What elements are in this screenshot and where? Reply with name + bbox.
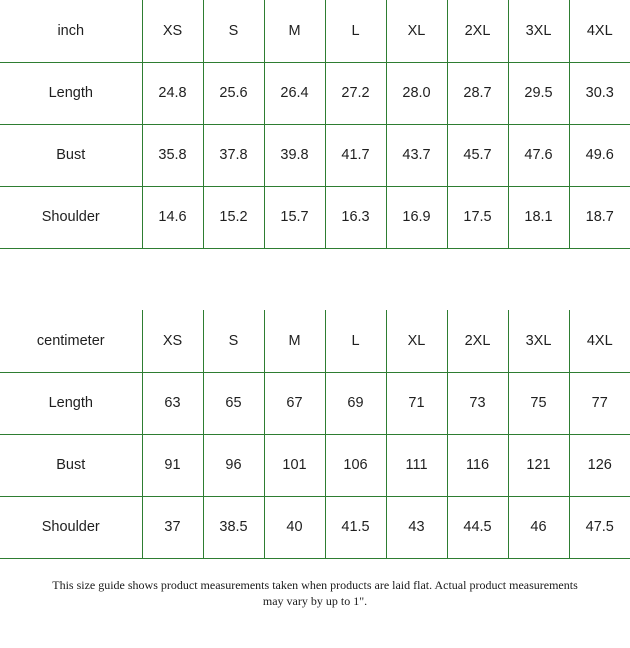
footnote-line-2: may vary by up to 1". xyxy=(262,593,368,608)
cell: 29.5 xyxy=(508,62,569,124)
table-row xyxy=(0,496,630,558)
cell: 28.0 xyxy=(386,62,447,124)
column-header-3xl: 3XL xyxy=(508,310,569,372)
column-header-m: M xyxy=(264,0,325,62)
cell: 41.7 xyxy=(325,124,386,186)
spacer-cell xyxy=(569,248,630,310)
table-row xyxy=(0,372,630,434)
cell: 65 xyxy=(203,372,264,434)
cell: 111 xyxy=(386,434,447,496)
cell: 40 xyxy=(264,496,325,558)
column-header-2xl: 2XL xyxy=(447,0,508,62)
cell: 44.5 xyxy=(447,496,508,558)
cell: 25.6 xyxy=(203,62,264,124)
cell: 73 xyxy=(447,372,508,434)
spacer-cell xyxy=(325,248,386,310)
unit-label-centimeter: centimeter xyxy=(0,310,142,372)
spacer-cell xyxy=(508,248,569,310)
cell: 75 xyxy=(508,372,569,434)
cell: 41.5 xyxy=(325,496,386,558)
cell: 43 xyxy=(386,496,447,558)
row-label-bust-cm: Bust xyxy=(0,434,142,496)
cell: 69 xyxy=(325,372,386,434)
cell: 96 xyxy=(203,434,264,496)
column-header-xs: XS xyxy=(142,310,203,372)
row-label-length-inch: Length xyxy=(0,62,142,124)
cell: 46 xyxy=(508,496,569,558)
cell: 18.7 xyxy=(569,186,630,248)
column-header-4xl: 4XL xyxy=(569,0,630,62)
section-spacer xyxy=(0,248,630,310)
cell: 63 xyxy=(142,372,203,434)
column-header-xl: XL xyxy=(386,310,447,372)
column-header-xs: XS xyxy=(142,0,203,62)
cell: 15.7 xyxy=(264,186,325,248)
cell: 45.7 xyxy=(447,124,508,186)
row-label-bust-inch: Bust xyxy=(0,124,142,186)
cell: 37 xyxy=(142,496,203,558)
cell: 71 xyxy=(386,372,447,434)
cell: 26.4 xyxy=(264,62,325,124)
size-guide-footnote xyxy=(4,577,626,609)
spacer-cell xyxy=(447,248,508,310)
table-row xyxy=(0,186,630,248)
spacer-cell xyxy=(142,248,203,310)
unit-header-row-centimeter xyxy=(0,310,630,372)
column-header-xl: XL xyxy=(386,0,447,62)
cell: 121 xyxy=(508,434,569,496)
cell: 101 xyxy=(264,434,325,496)
cell: 49.6 xyxy=(569,124,630,186)
column-header-l: L xyxy=(325,0,386,62)
spacer-cell xyxy=(203,248,264,310)
column-header-s: S xyxy=(203,310,264,372)
spacer-cell xyxy=(0,248,142,310)
spacer-cell xyxy=(264,248,325,310)
cell: 47.6 xyxy=(508,124,569,186)
cell: 106 xyxy=(325,434,386,496)
cell: 16.9 xyxy=(386,186,447,248)
cell: 27.2 xyxy=(325,62,386,124)
column-header-s: S xyxy=(203,0,264,62)
cell: 30.3 xyxy=(569,62,630,124)
cell: 16.3 xyxy=(325,186,386,248)
row-label-shoulder-cm: Shoulder xyxy=(0,496,142,558)
row-label-shoulder-inch: Shoulder xyxy=(0,186,142,248)
cell: 35.8 xyxy=(142,124,203,186)
table-row xyxy=(0,62,630,124)
cell: 24.8 xyxy=(142,62,203,124)
column-header-m: M xyxy=(264,310,325,372)
cell: 116 xyxy=(447,434,508,496)
cell: 17.5 xyxy=(447,186,508,248)
cell: 43.7 xyxy=(386,124,447,186)
unit-header-row-inch xyxy=(0,0,630,62)
column-header-4xl: 4XL xyxy=(569,310,630,372)
cell: 14.6 xyxy=(142,186,203,248)
cell: 67 xyxy=(264,372,325,434)
cell: 15.2 xyxy=(203,186,264,248)
cell: 39.8 xyxy=(264,124,325,186)
cell: 77 xyxy=(569,372,630,434)
spacer-cell xyxy=(386,248,447,310)
footnote-line-1: This size guide shows product measurements taken when products are laid flat. Actual product measurements xyxy=(52,577,578,592)
column-header-l: L xyxy=(325,310,386,372)
cell: 47.5 xyxy=(569,496,630,558)
row-label-length-cm: Length xyxy=(0,372,142,434)
table-row xyxy=(0,434,630,496)
unit-label-inch: inch xyxy=(0,0,142,62)
table-row xyxy=(0,124,630,186)
column-header-2xl: 2XL xyxy=(447,310,508,372)
cell: 18.1 xyxy=(508,186,569,248)
cell: 91 xyxy=(142,434,203,496)
column-header-3xl: 3XL xyxy=(508,0,569,62)
cell: 28.7 xyxy=(447,62,508,124)
cell: 126 xyxy=(569,434,630,496)
cell: 37.8 xyxy=(203,124,264,186)
cell: 38.5 xyxy=(203,496,264,558)
